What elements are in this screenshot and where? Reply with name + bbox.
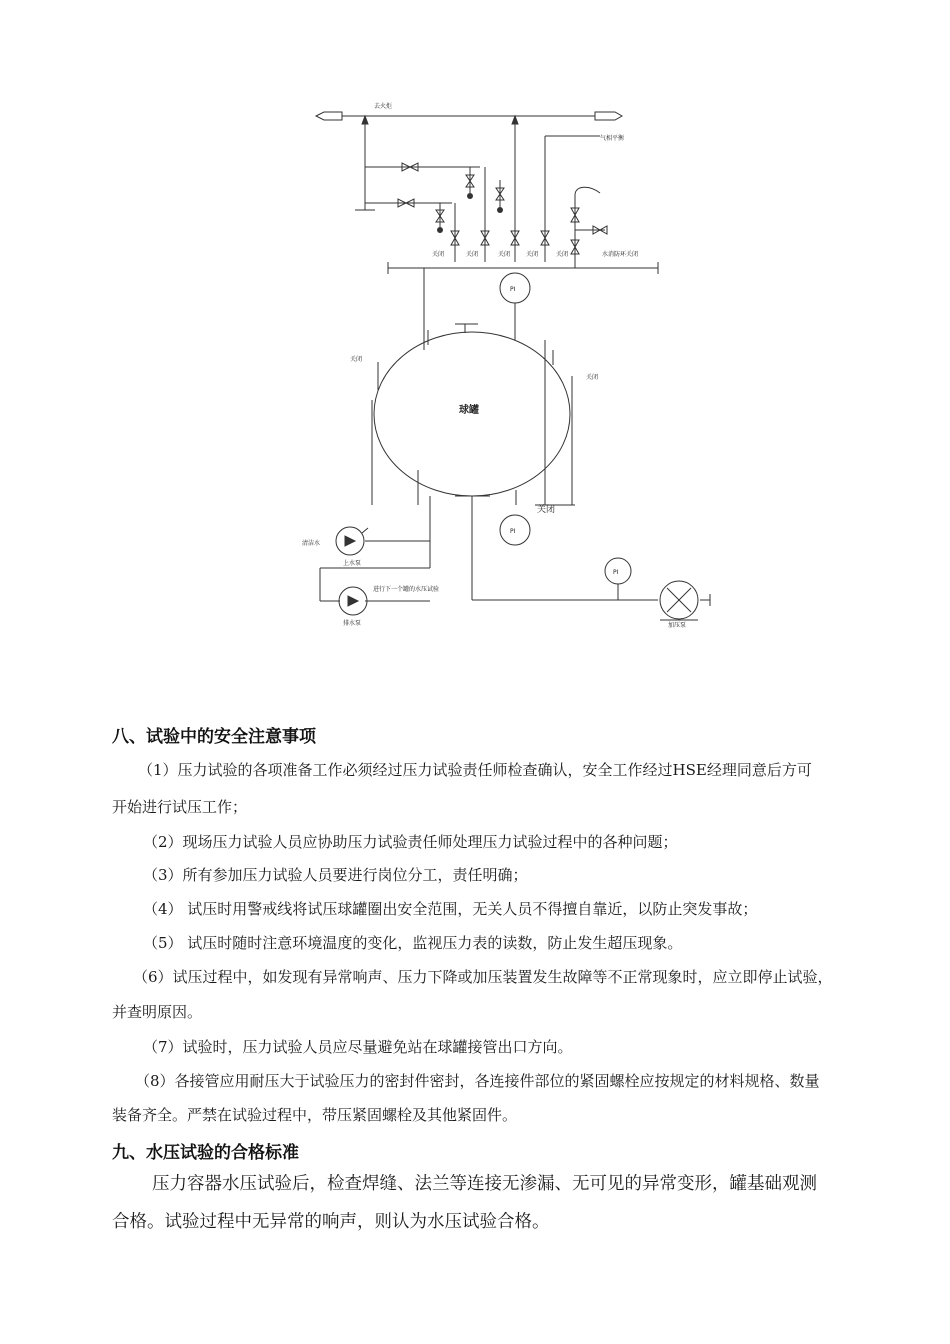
label-valve-top-3: 关闭 <box>498 251 511 258</box>
section8-line-11: 装备齐全。严禁在试验过程中，带压紧固螺栓及其他紧固件。 <box>112 1106 518 1124</box>
label-pump-inlet: 清洁水 <box>302 540 321 547</box>
label-sphere-name: 球罐 <box>459 405 479 416</box>
section8-line-10: （8）各接管应用耐压大于试验压力的密封件密封，各连接件部位的紧固螺栓应按规定的材料规格、数量 <box>135 1072 820 1090</box>
label-pi-bottom: PI <box>510 528 516 535</box>
label-air-balance: 气相平衡 <box>600 135 625 142</box>
label-pump-lower: 排水泵 <box>343 620 362 627</box>
label-next-tank: 进行下一个罐的水压试验 <box>373 586 440 593</box>
section9-line-1: 压力容器水压试验后，检查焊缝、法兰等连接无渗漏、无可见的异常变形，罐基础观测 <box>152 1174 817 1194</box>
label-sphere-right-valve: 关闭 <box>586 374 599 381</box>
label-valve-top-6: 水消防环关闭 <box>602 251 639 258</box>
section9-line-2: 合格。试验过程中无异常的响声，则认为水压试验合格。 <box>112 1212 550 1232</box>
section8-line-3: （2）现场压力试验人员应协助压力试验责任师处理压力试验过程中的各种问题； <box>143 833 678 851</box>
label-booster-pump: 加压泵 <box>668 622 687 629</box>
section8-line-6: （5） 试压时随时注意环境温度的变化，监视压力表的读数，防止发生超压现象。 <box>143 934 683 952</box>
section8-line-7: （6）试压过程中，如发现有异常响声、压力下降或加压装置发生故障等不正常现象时，应立即停止试验， <box>133 968 833 986</box>
label-valve-top-5: 关闭 <box>556 251 569 258</box>
section8-line-8: 并查明原因。 <box>112 1003 203 1021</box>
label-bottom-close: 关闭 <box>537 505 556 515</box>
label-pi-top: PI <box>510 286 516 293</box>
section8-line-9: （7）试验时，压力试验人员应尽量避免站在球罐接管出口方向。 <box>143 1038 573 1056</box>
label-valve-top-1: 关闭 <box>432 251 445 258</box>
label-pump-upper: 上水泵 <box>343 560 362 567</box>
section8-heading: 八、试验中的安全注意事项 <box>112 727 316 747</box>
label-top-left-note: 去火炬 <box>374 103 393 110</box>
section8-line-4: （3）所有参加压力试验人员要进行岗位分工，责任明确； <box>143 866 528 884</box>
label-valve-top-4: 关闭 <box>526 251 539 258</box>
section8-line-5: （4） 试压时用警戒线将试压球罐圈出安全范围，无关人员不得擅自靠近，以防止突发事故； <box>143 900 758 918</box>
section9-heading: 九、水压试验的合格标准 <box>112 1143 299 1163</box>
label-pi-right: PI <box>613 569 619 576</box>
section8-line-2: 开始进行试压工作； <box>112 798 248 816</box>
label-valve-top-2: 关闭 <box>466 251 479 258</box>
label-sphere-left-valve: 关闭 <box>350 356 363 363</box>
section8-line-1: （1）压力试验的各项准备工作必须经过压力试验责任师检查确认，安全工作经过HSE经理同意后方可 <box>138 761 812 779</box>
